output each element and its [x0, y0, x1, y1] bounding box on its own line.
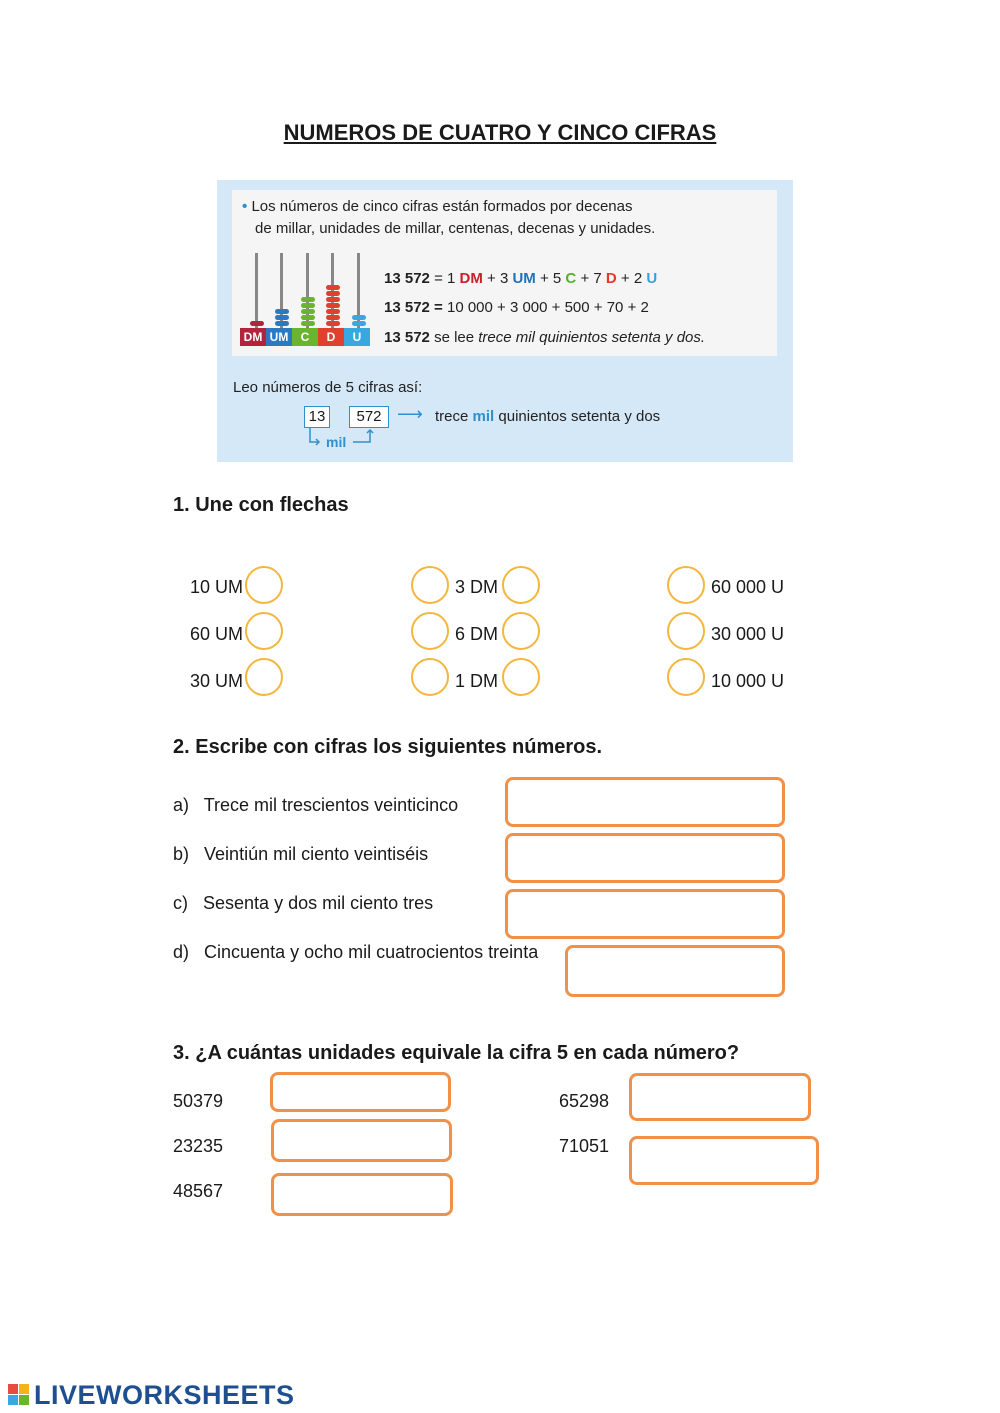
brand-logo-text: LIVEWORKSHEETS	[34, 1380, 295, 1410]
q2-item-c: c) Sesenta y dos mil ciento tres	[173, 893, 434, 913]
bead-u	[352, 321, 366, 326]
q1-connect-circle[interactable]	[411, 612, 449, 650]
q1-col3-item: 60 000 U	[711, 577, 785, 597]
q2-item-a: a) Trece mil trescientos veinticinco	[173, 795, 459, 815]
bead-u	[352, 315, 366, 320]
q2-item-d: d) Cincuenta y ocho mil cuatrocientos treinta	[173, 942, 539, 962]
abacus-label-u: U	[344, 328, 370, 346]
bead-um	[275, 309, 289, 314]
q1-connect-circle[interactable]	[245, 566, 283, 604]
arrow-icon: ⟶	[397, 404, 423, 424]
bead-c	[301, 303, 315, 308]
bead-c	[301, 321, 315, 326]
q1-connect-circle[interactable]	[411, 658, 449, 696]
q1-connect-circle[interactable]	[245, 612, 283, 650]
q1-col2-item: 3 DM	[455, 577, 499, 597]
q2-item-b: b) Veintiún mil ciento veintiséis	[173, 844, 429, 864]
q1-connect-circle[interactable]	[667, 566, 705, 604]
read-example: trece mil quinientos setenta y dos	[435, 408, 661, 425]
info-line-1: • Los números de cinco cifras están formados por decenas	[242, 198, 633, 215]
q1-col1-item: 30 UM	[190, 671, 244, 691]
q3-number: 48567	[173, 1181, 224, 1201]
abacus-label-dm: DM	[240, 328, 266, 346]
q1-connect-circle[interactable]	[245, 658, 283, 696]
q1-col2-item: 6 DM	[455, 624, 499, 644]
bead-d	[326, 321, 340, 326]
bead-d	[326, 309, 340, 314]
q3-number: 23235	[173, 1136, 224, 1156]
q1-col2-item: 1 DM	[455, 671, 499, 691]
q3-number: 50379	[173, 1091, 224, 1111]
q1-col1-item: 60 UM	[190, 624, 244, 644]
info-panel	[217, 180, 793, 462]
q3-answer-input[interactable]	[629, 1073, 811, 1121]
bullet-icon: •	[242, 198, 248, 215]
q1-title: 1. Une con flechas	[173, 494, 349, 516]
q3-answer-input[interactable]	[271, 1119, 452, 1162]
info-line-2: de millar, unidades de millar, centenas, decenas y unidades.	[255, 220, 656, 237]
equation-3: 13 572 se lee trece mil quinientos setenta y dos.	[384, 329, 706, 346]
abacus-illustration	[240, 248, 372, 346]
q3-title: 3. ¿A cuántas unidades equivale la cifra 5 en cada número?	[173, 1042, 740, 1064]
bead-d	[326, 291, 340, 296]
q1-connect-circle[interactable]	[502, 658, 540, 696]
bead-um	[275, 315, 289, 320]
page-title: NUMEROS DE CUATRO Y CINCO CIFRAS	[283, 120, 717, 145]
q3-answer-input[interactable]	[270, 1072, 451, 1112]
abacus-label-um: UM	[266, 328, 292, 346]
bead-d	[326, 285, 340, 290]
q2-title: 2. Escribe con cifras los siguientes números.	[173, 736, 603, 758]
abacus-rod-dm	[255, 253, 258, 328]
bead-dm	[250, 321, 264, 326]
bead-c	[301, 297, 315, 302]
q2-answer-input-a[interactable]	[505, 777, 785, 827]
q1-connect-circle[interactable]	[502, 566, 540, 604]
read-title: Leo números de 5 cifras así:	[233, 379, 423, 396]
number-box-units: 572	[349, 406, 389, 428]
equation-2: 13 572 = 10 000 + 3 000 + 500 + 70 + 2	[384, 299, 649, 316]
q1-connect-circle[interactable]	[502, 612, 540, 650]
bead-um	[275, 321, 289, 326]
abacus-label-d: D	[318, 328, 344, 346]
mil-label: mil	[326, 434, 347, 450]
q3-answer-input[interactable]	[271, 1173, 453, 1216]
q1-col1-item: 10 UM	[190, 577, 244, 597]
equation-1: 13 572 = 1 DM + 3 UM + 5 C + 7 D + 2 U	[384, 270, 658, 287]
q3-answer-input[interactable]	[629, 1136, 819, 1185]
q1-connect-circle[interactable]	[411, 566, 449, 604]
number-box-thousands: 13	[304, 406, 330, 428]
bead-c	[301, 309, 315, 314]
q1-connect-circle[interactable]	[667, 658, 705, 696]
bead-d	[326, 303, 340, 308]
q1-connect-circle[interactable]	[667, 612, 705, 650]
bead-c	[301, 315, 315, 320]
q2-answer-input-d[interactable]	[565, 945, 785, 997]
q1-col3-item: 10 000 U	[711, 671, 785, 691]
q3-number: 71051	[559, 1136, 610, 1156]
q2-answer-input-c[interactable]	[505, 889, 785, 939]
abacus-label-c: C	[292, 328, 318, 346]
q1-col3-item: 30 000 U	[711, 624, 785, 644]
q2-answer-input-b[interactable]	[505, 833, 785, 883]
q3-number: 65298	[559, 1091, 610, 1111]
bead-d	[326, 315, 340, 320]
info-inner-panel	[232, 190, 777, 356]
bead-d	[326, 297, 340, 302]
liveworksheets-logo-icon	[8, 1384, 30, 1406]
